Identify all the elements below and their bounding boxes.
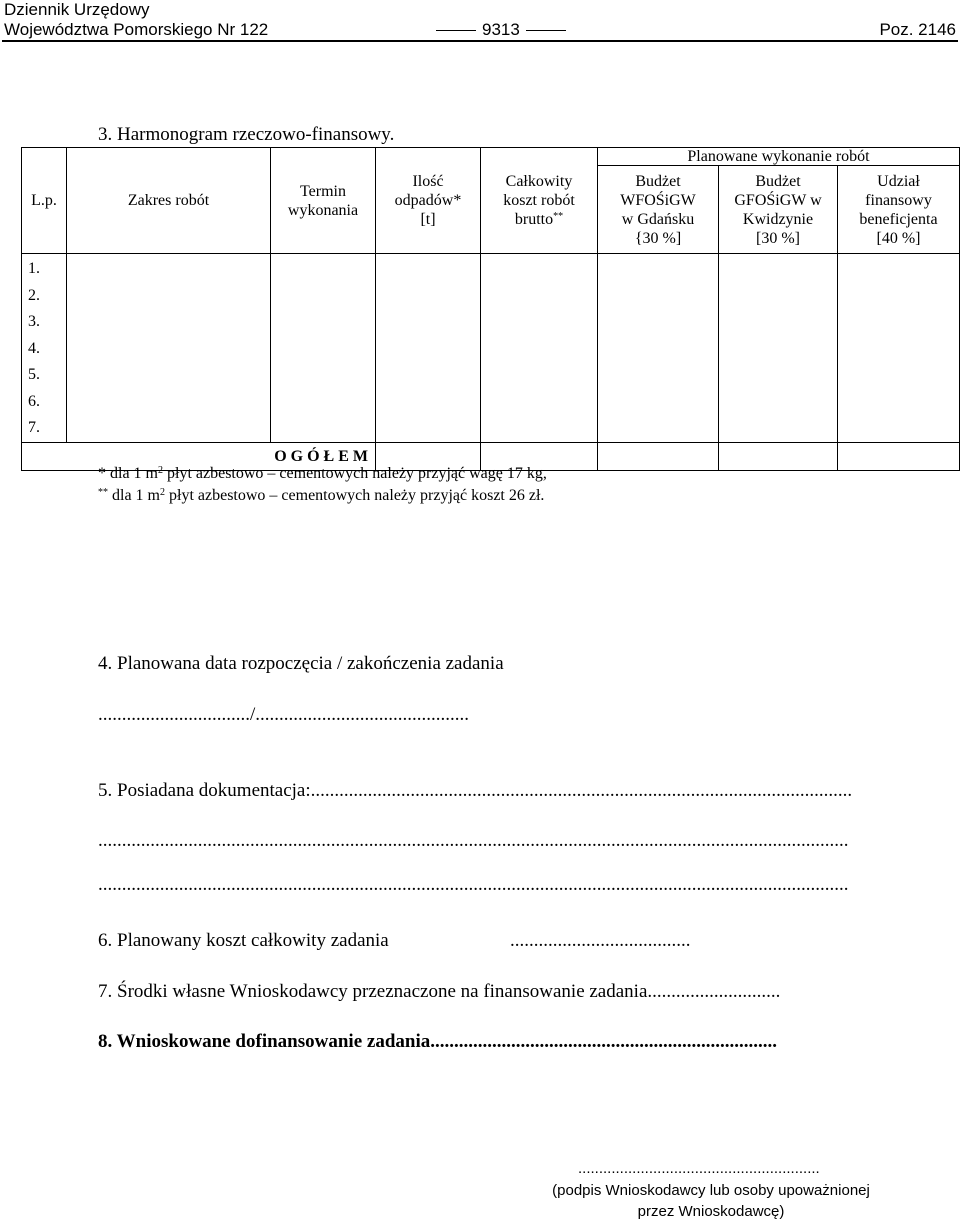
- col-header-planowane: Planowane wykonanie robót: [598, 148, 960, 166]
- col-header-wfos: Budżet WFOŚiGW w Gdańsku {30 %]: [598, 166, 719, 254]
- harmonogram-table: [21, 147, 960, 471]
- total-label: O G Ó Ł E M: [22, 442, 376, 470]
- signature-caption: [528, 1180, 894, 1222]
- section4-title: 4. Planowana data rozpoczęcia / zakończenia zadania: [98, 653, 504, 674]
- footnote-1: * dla 1 $m^2$ płyt azbestowo – cementowych należy przyjąć wagę 17 kg,: [98, 465, 547, 482]
- section3-title: 3. Harmonogram rzeczowo-finansowy.: [98, 124, 395, 145]
- col-header-koszt: Całkowity koszt robót brutto**: [481, 148, 598, 254]
- table-row-number: 7.: [28, 419, 40, 436]
- signature-caption-line2: przez Wnioskodawcę): [637, 1203, 785, 1220]
- section5-row: [98, 780, 852, 802]
- header-rule: [2, 40, 958, 42]
- position-number: Poz. 2146: [879, 20, 956, 39]
- section8-value: .........................................................................: [430, 1031, 777, 1052]
- page-number-value: 9313: [482, 20, 520, 39]
- section5-dots: ..................................................................................................................: [310, 780, 853, 801]
- table-row-number: 5.: [28, 366, 40, 383]
- total-wfos: [598, 442, 719, 470]
- signature-caption-line1: (podpis Wnioskodawcy lub osoby upoważnionej: [552, 1182, 870, 1199]
- cell-zakres: [67, 254, 271, 443]
- col-header-zakres: Zakres robót: [67, 148, 271, 254]
- table-row-number: 6.: [28, 392, 40, 410]
- section6-title: 6. Planowany koszt całkowity zadania: [98, 930, 389, 951]
- dash-right: [526, 30, 566, 31]
- col-header-gfos: Budżet GFOŚiGW w Kwidzynie [30 %]: [719, 166, 838, 254]
- cell-ilosc: [376, 254, 481, 443]
- section5-title: 5. Posiadana dokumentacja:: [98, 780, 311, 801]
- total-udzial: [838, 442, 960, 470]
- signature-line: ..........................................................: [578, 1160, 820, 1177]
- journal-title: [4, 0, 268, 40]
- section8-row: [98, 1031, 777, 1053]
- section7-row: [98, 981, 780, 1003]
- cell-gfos: [719, 254, 838, 443]
- total-gfos: [719, 442, 838, 470]
- col-header-lp: L.p.: [22, 148, 67, 254]
- section5-line2: ..............................................................................................................................................................: [98, 830, 849, 851]
- section8-title: 8. Wnioskowane dofinansowanie zadania: [98, 1031, 431, 1052]
- journal-title-line2: Województwa Pomorskiego Nr 122: [4, 20, 269, 39]
- table-row-number: 3.: [28, 313, 40, 330]
- table-row-number: 2.: [28, 286, 40, 304]
- page-number: [430, 20, 572, 40]
- cell-wfos: [598, 254, 719, 443]
- cell-koszt: [481, 254, 598, 443]
- section5-line3: ..............................................................................................................................................................: [98, 874, 849, 895]
- section6-value: ......................................: [510, 930, 691, 951]
- section7-value: ............................: [647, 981, 781, 1002]
- col-header-ilosc: Ilość odpadów* [t]: [376, 148, 481, 254]
- section4-value: ................................/.............................................: [98, 704, 470, 725]
- dash-left: [436, 30, 476, 31]
- footnote-2: ** dla 1 $m^2$ płyt azbestowo – cementowych należy przyjąć koszt 26 zł.: [98, 487, 545, 504]
- table-row-number: 1.: [28, 260, 40, 277]
- row-numbers: [22, 254, 67, 443]
- table-row-number: 4.: [28, 339, 40, 357]
- section7-title: 7. Środki własne Wnioskodawcy przeznaczone na finansowanie zadania: [98, 981, 648, 1002]
- col-header-termin: Termin wykonania: [271, 148, 376, 254]
- cell-termin: [271, 254, 376, 443]
- cell-udzial: [838, 254, 960, 443]
- col-header-udzial: Udział finansowy beneficjenta [40 %]: [838, 166, 960, 254]
- journal-title-line1: Dziennik Urzędowy: [4, 0, 150, 19]
